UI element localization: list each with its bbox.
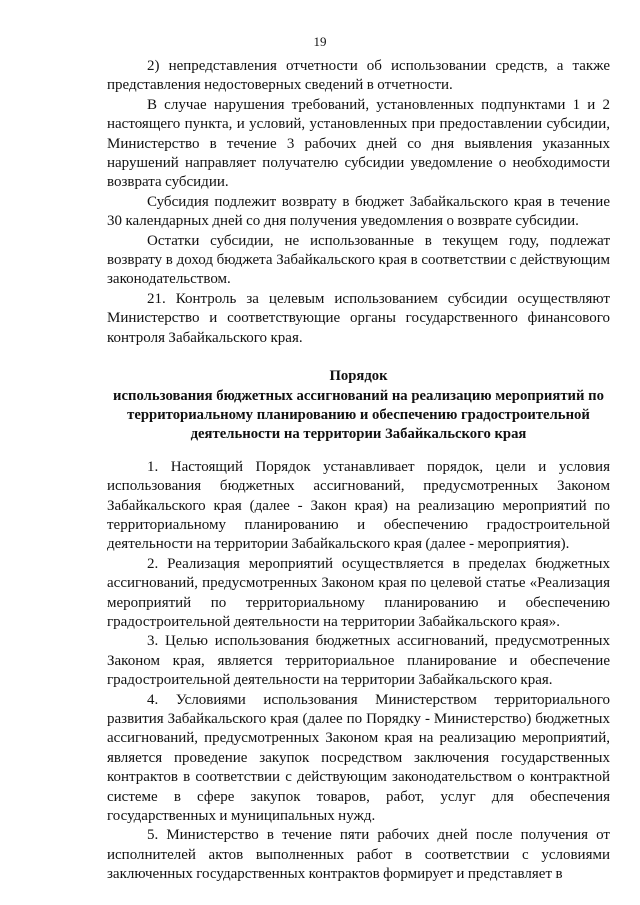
paragraph-item-5: 5. Министерство в течение пяти рабочих дней после получения от исполнителей актов выполненных работ в соответствии с условиями заключенных государственных контрактов формирует и представляет в — [107, 827, 610, 883]
paragraph-item-4: 4. Условиями использования Министерством территориального развития Забайкальского края (далее по Порядку - Министерство) бюджетных ассигнований, предусмотренных Законом края на реализацию мероприятий, является проведение закупок посредством заключения государственных контрактов в соответствии с действующим законодательством о контрактной системе в сфере закупок товаров, работ, услуг для обеспечения государственных и муниципальных нужд. — [107, 691, 610, 825]
paragraph-item-1: 1. Настоящий Порядок устанавливает порядок, цели и условия использования бюджетных ассигнований, предусмотренных Законом Забайкальского края (далее - Закон края) на реализацию мероприятий по территориальному планированию и обеспечению градостроительной деятельности на территории Забайкальского края (далее - мероприятия). — [107, 458, 610, 553]
page-number: 19 — [313, 34, 327, 49]
page-body — [107, 57, 610, 885]
paragraph-item-3: 3. Целью использования бюджетных ассигнований, предусмотренных Законом края, является территориальное планирование и обеспечение градостроительной деятельности на территории Забайкальского края. — [107, 633, 610, 689]
paragraph-reporting-violations: 2) непредставления отчетности об использовании средств, а также представления недостоверных сведений в отчетности. — [107, 58, 610, 94]
paragraph-item-2: 2. Реализация мероприятий осуществляется в пределах бюджетных ассигнований, предусмотренных Законом края по целевой статье «Реализация мероприятий по территориальному планированию и обеспечению градостроительной деятельности на территории Забайкальского края». — [107, 555, 610, 630]
paragraph-control: 21. Контроль за целевым использованием субсидии осуществляют Министерство и соответствующие органы государственного финансового контроля Забайкальского края. — [107, 290, 610, 346]
paragraph-subsidy-return: Субсидия подлежит возврату в бюджет Забайкальского края в течение 30 календарных дней со дня получения уведомления о возврате субсидии. — [107, 193, 610, 230]
paragraph-unused-balance: Остатки субсидии, не использованные в текущем году, подлежат возврату в доход бюджета Забайкальского края в соответствии с действующим законодательством. — [107, 232, 610, 288]
paragraph-violation-notice: В случае нарушения требований, установленных подпунктами 1 и 2 настоящего пункта, и условий, установленных при предоставлении субсидии, Министерство в течение 3 рабочих дней со дня выявления указанных нарушений направляет получателю субсидии уведомление о необходимости возврата субсидии. — [107, 96, 610, 191]
procedure-subtitle: использования бюджетных ассигнований на реализацию мероприятий по территориальному планированию и обеспечению градостроительной деятельности на территории Забайкальского края — [113, 387, 604, 443]
procedure-title: Порядок — [329, 368, 388, 385]
